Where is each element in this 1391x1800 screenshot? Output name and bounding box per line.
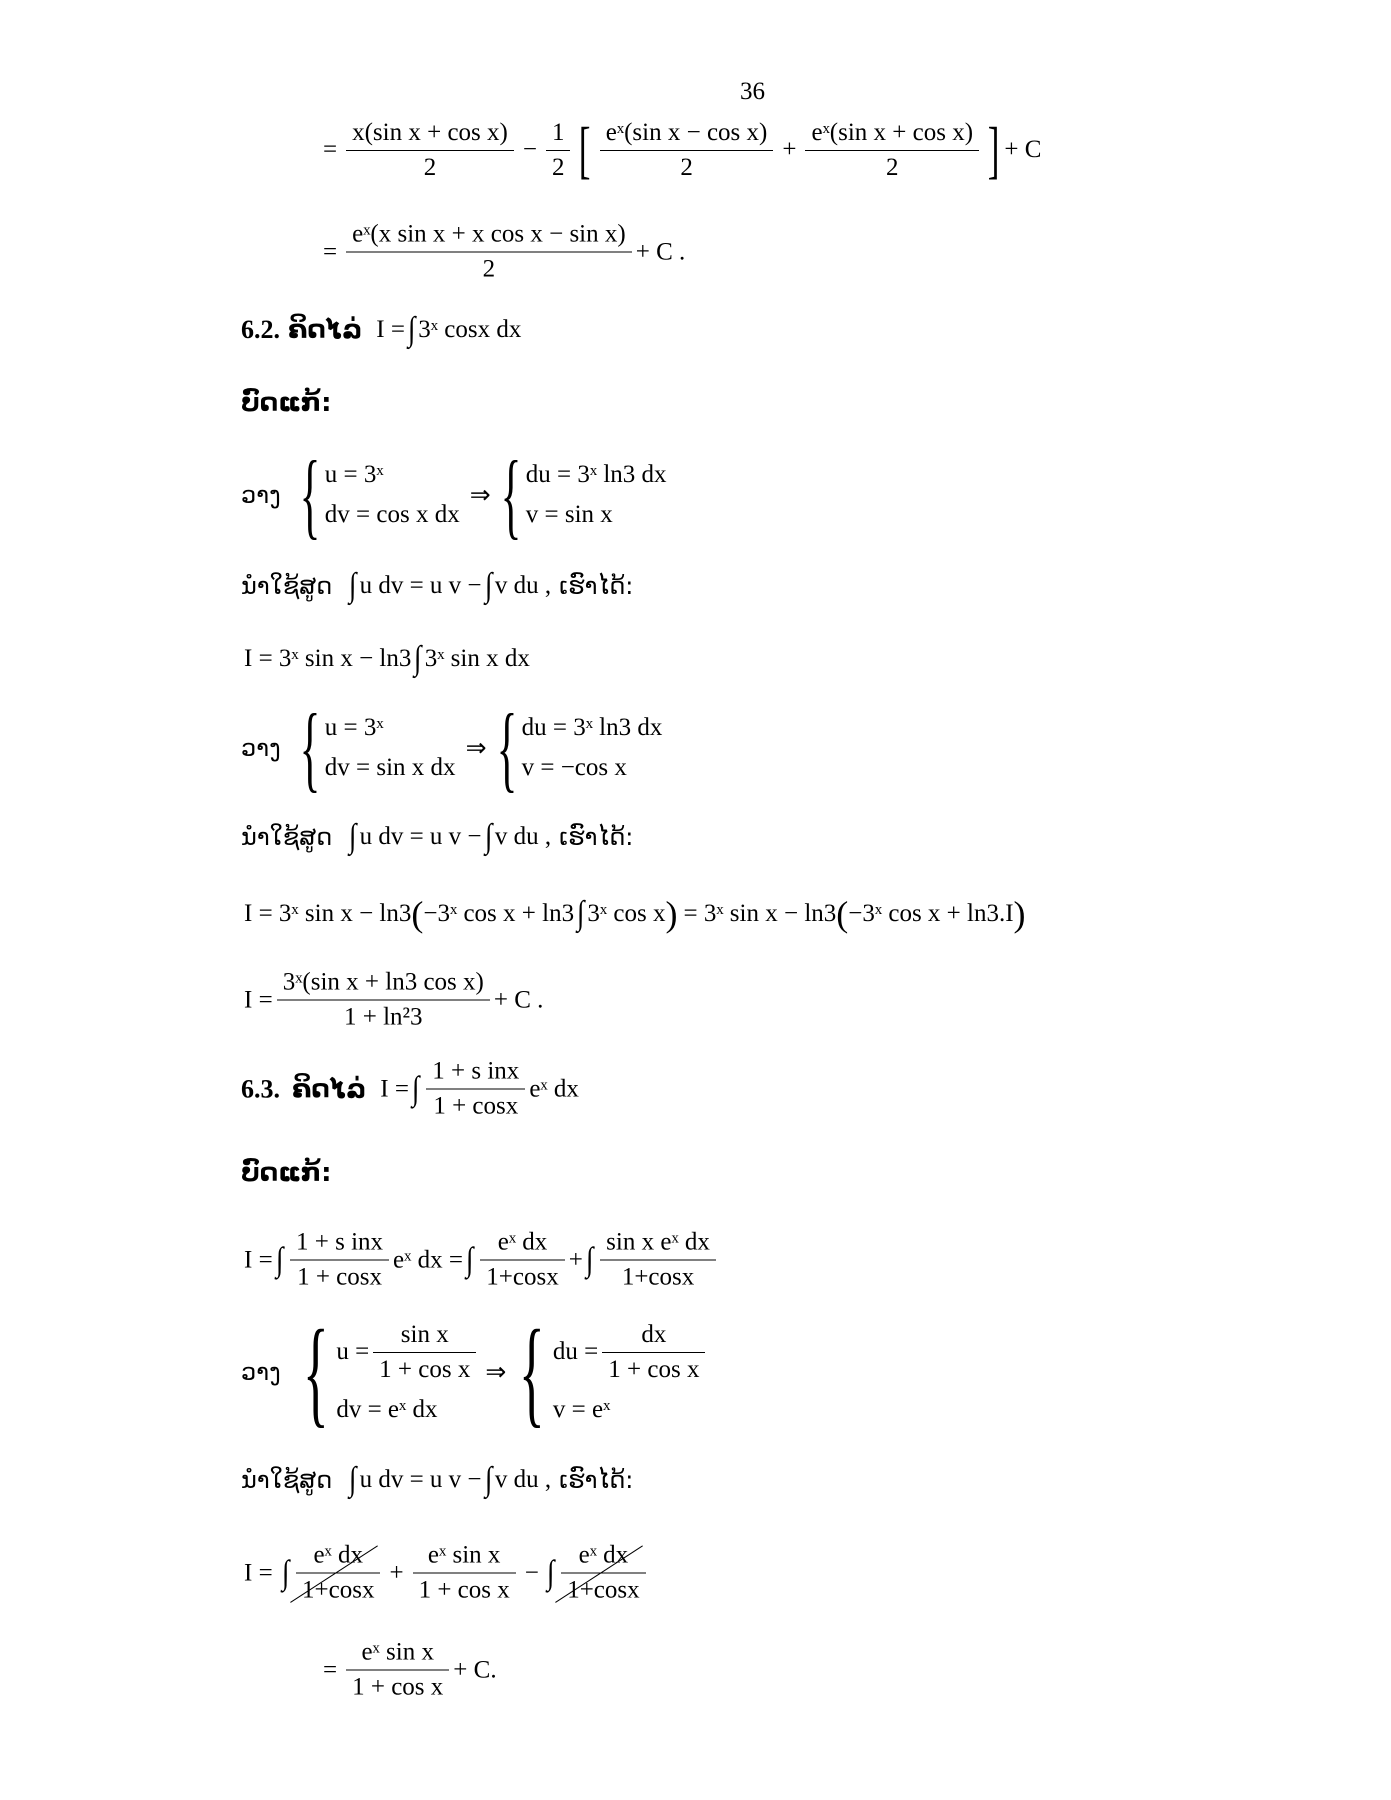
formula-line xyxy=(241,567,647,605)
left-brace: { xyxy=(519,1305,546,1438)
equation-e xyxy=(244,1542,650,1605)
fraction xyxy=(373,1321,476,1384)
integral-sign: ∫ xyxy=(585,1241,594,1278)
numerator: dx xyxy=(641,1320,667,1348)
integral-sign: ∫ xyxy=(349,567,357,604)
integral-sign: ∫ xyxy=(546,1554,555,1591)
paren: ) xyxy=(665,894,678,934)
paren: ( xyxy=(411,894,424,934)
constant: + C xyxy=(1004,136,1042,163)
denominator: 1 + cosx xyxy=(426,1089,525,1121)
left-brace: { xyxy=(500,441,522,548)
du-def xyxy=(553,1321,710,1384)
plus: + xyxy=(389,1559,404,1586)
dv-def: dv = eˣ dx xyxy=(336,1395,438,1423)
numerator: sin x eˣ dx xyxy=(606,1228,710,1256)
u-label: u = xyxy=(336,1338,370,1365)
expr: 3ˣ cos x xyxy=(587,900,666,927)
du-def: du = 3ˣ ln3 dx xyxy=(521,714,663,741)
expr: I = 3ˣ sin x − ln3 xyxy=(244,645,412,672)
numerator: eˣ sin x xyxy=(361,1638,434,1666)
denominator: 1 + cos x xyxy=(373,1352,476,1384)
numerator: eˣ dx xyxy=(313,1541,364,1569)
section-label: ຄິດໄລ່ xyxy=(292,1074,367,1104)
v-def: v = −cos x xyxy=(521,754,627,781)
result-label: ເຮົາໄດ້: xyxy=(559,1466,634,1494)
left-brace: { xyxy=(302,1305,329,1438)
formula-label: ນຳໃຊ້ສູດ xyxy=(241,1466,333,1494)
system xyxy=(522,714,663,782)
integral-sign: ∫ xyxy=(465,1241,474,1278)
integral-sign: ∫ xyxy=(281,1554,290,1591)
substitution-system-1 xyxy=(241,441,667,548)
numerator: 1 xyxy=(551,118,565,146)
fraction xyxy=(805,119,979,182)
left-brace: { xyxy=(299,441,321,548)
numerator: eˣ dx xyxy=(578,1541,629,1569)
constant: + C . xyxy=(635,238,686,265)
v-def: v = eˣ xyxy=(552,1395,611,1423)
denominator: 2 xyxy=(546,150,571,182)
expr: I = xyxy=(380,1075,409,1102)
plus: + xyxy=(568,1246,583,1273)
fraction xyxy=(480,1229,564,1292)
formula-label: ນຳໃຊ້ສູດ xyxy=(241,823,333,851)
expr: 3ˣ cosx dx xyxy=(418,316,522,343)
section-label: ຄິດໄລ່ xyxy=(288,315,363,345)
du-label: du = xyxy=(552,1338,599,1365)
denominator: 1+cosx xyxy=(296,1573,380,1605)
expr: I = 3ˣ sin x − ln3 xyxy=(244,900,412,927)
equation-f xyxy=(318,1639,497,1702)
result-label: ເຮົາໄດ້: xyxy=(559,823,634,851)
page-number: 36 xyxy=(740,78,765,105)
solution-label: ບົດແກ້: xyxy=(241,388,332,418)
equation-a xyxy=(244,640,530,678)
left-brace: { xyxy=(299,694,321,801)
implies-arrow: ⇒ xyxy=(465,735,487,762)
system xyxy=(325,461,460,529)
denominator: 1+cosx xyxy=(561,1573,645,1605)
integral-sign: ∫ xyxy=(407,311,416,348)
left-bracket: [ xyxy=(579,114,591,185)
fraction xyxy=(413,1542,516,1605)
integral-sign: ∫ xyxy=(484,818,492,855)
expr: −3ˣ cos x + ln3 xyxy=(423,900,575,927)
expr: I = xyxy=(244,1559,273,1586)
numerator: eˣ(sin x + cos x) xyxy=(811,118,974,146)
denominator: 1 + cosx xyxy=(290,1260,389,1292)
equation-line-1 xyxy=(318,114,1042,185)
section-6-3-heading xyxy=(241,1058,579,1121)
numerator: eˣ(sin x − cos x) xyxy=(605,118,768,146)
fraction xyxy=(546,119,571,182)
numerator: eˣ sin x xyxy=(427,1541,501,1569)
denominator: 2 xyxy=(805,150,979,182)
numerator: eˣ dx xyxy=(497,1228,548,1256)
numerator: 1 + s inx xyxy=(432,1057,520,1085)
expr: −3ˣ cos x + ln3.I xyxy=(848,900,1014,927)
section-number: 6.3. xyxy=(241,1074,280,1103)
denominator: 2 xyxy=(346,252,632,284)
result-label: ເຮົາໄດ້: xyxy=(559,572,634,600)
system xyxy=(553,1321,710,1424)
integral-sign: ∫ xyxy=(414,640,422,677)
expr: I = xyxy=(244,1246,273,1273)
denominator: 2 xyxy=(600,150,774,182)
u-def: u = 3ˣ xyxy=(324,714,384,741)
numerator: x(sin x + cos x) xyxy=(352,118,508,146)
substitution-system-3 xyxy=(241,1305,709,1438)
integral-sign: ∫ xyxy=(349,1461,357,1498)
paren: ) xyxy=(1013,894,1026,934)
section-number: 6.2. xyxy=(241,315,280,344)
numerator: eˣ(x sin x + x cos x − sin x) xyxy=(352,220,626,248)
expr: v du , xyxy=(494,823,552,850)
set-label: ວາງ xyxy=(241,1358,281,1386)
minus: − xyxy=(524,1559,539,1586)
fraction xyxy=(346,221,632,284)
formula-label: ນຳໃຊ້ສູດ xyxy=(241,572,333,600)
system xyxy=(526,461,667,529)
numerator: 1 + s inx xyxy=(296,1228,384,1256)
set-label: ວາງ xyxy=(241,481,281,509)
fraction xyxy=(346,1639,449,1702)
equation-b xyxy=(244,893,1026,935)
fraction xyxy=(290,1229,389,1292)
equals: = xyxy=(323,136,338,163)
equation-d xyxy=(244,1229,720,1292)
expr: 3ˣ sin x dx xyxy=(424,645,530,672)
dv-def: dv = sin x dx xyxy=(324,754,456,781)
equation-line-2 xyxy=(318,221,685,284)
fraction xyxy=(600,1229,716,1292)
equals: = xyxy=(323,238,338,265)
formula-line xyxy=(241,818,647,856)
system xyxy=(325,714,456,782)
expr: I = xyxy=(376,316,405,343)
expr: u dv = u v − xyxy=(359,1466,482,1493)
implies-arrow: ⇒ xyxy=(485,1359,507,1386)
expr: eˣ dx xyxy=(529,1075,579,1102)
denominator: 1 + cos x xyxy=(413,1573,516,1605)
integral-sign: ∫ xyxy=(484,567,492,604)
expr: u dv = u v − xyxy=(359,572,482,599)
right-bracket: ] xyxy=(987,114,1000,185)
equation-c xyxy=(244,969,543,1032)
denominator: 1 + cos x xyxy=(602,1352,705,1384)
fraction xyxy=(346,119,514,182)
set-label: ວາງ xyxy=(241,734,281,762)
denominator: 1 + cos x xyxy=(346,1670,449,1702)
numerator: sin x xyxy=(400,1320,449,1348)
expr: v du , xyxy=(494,1466,552,1493)
expr: I = xyxy=(244,986,273,1013)
u-def: u = 3ˣ xyxy=(324,461,384,488)
numerator: 3ˣ(sin x + ln3 cos x) xyxy=(282,968,484,996)
plus: + xyxy=(782,136,797,163)
denominator: 1+cosx xyxy=(600,1260,716,1292)
expr: v du , xyxy=(494,572,552,599)
fraction xyxy=(426,1058,525,1121)
constant: + C . xyxy=(493,986,544,1013)
dv-def: dv = cos x dx xyxy=(324,501,460,528)
integral-sign: ∫ xyxy=(275,1241,284,1278)
integral-sign: ∫ xyxy=(349,818,357,855)
expr: u dv = u v − xyxy=(359,823,482,850)
minus: − xyxy=(522,136,537,163)
left-brace: { xyxy=(496,694,517,801)
integral-sign: ∫ xyxy=(484,1461,492,1498)
equals: = xyxy=(323,1656,338,1683)
section-6-2-heading xyxy=(241,311,521,349)
denominator: 2 xyxy=(346,150,514,182)
constant: + C. xyxy=(453,1656,497,1683)
system xyxy=(336,1321,480,1424)
solution-label: ບົດແກ້: xyxy=(241,1158,332,1188)
du-def: du = 3ˣ ln3 dx xyxy=(525,461,667,488)
expr: = 3ˣ sin x − ln3 xyxy=(683,900,837,927)
integral-sign: ∫ xyxy=(577,895,585,932)
denominator: 1 + ln²3 xyxy=(277,1000,490,1032)
u-def xyxy=(336,1321,480,1384)
denominator: 1+cosx xyxy=(480,1260,564,1292)
formula-line xyxy=(241,1461,647,1499)
implies-arrow: ⇒ xyxy=(469,482,491,509)
paren: ( xyxy=(836,894,849,934)
integral-sign: ∫ xyxy=(411,1070,420,1107)
fraction xyxy=(600,119,774,182)
cancelled-fraction xyxy=(561,1542,645,1605)
expr: eˣ dx = xyxy=(393,1246,463,1273)
cancelled-fraction xyxy=(296,1542,380,1605)
fraction xyxy=(277,969,490,1032)
v-def: v = sin x xyxy=(525,501,613,528)
substitution-system-2 xyxy=(241,694,663,801)
fraction xyxy=(602,1321,705,1384)
